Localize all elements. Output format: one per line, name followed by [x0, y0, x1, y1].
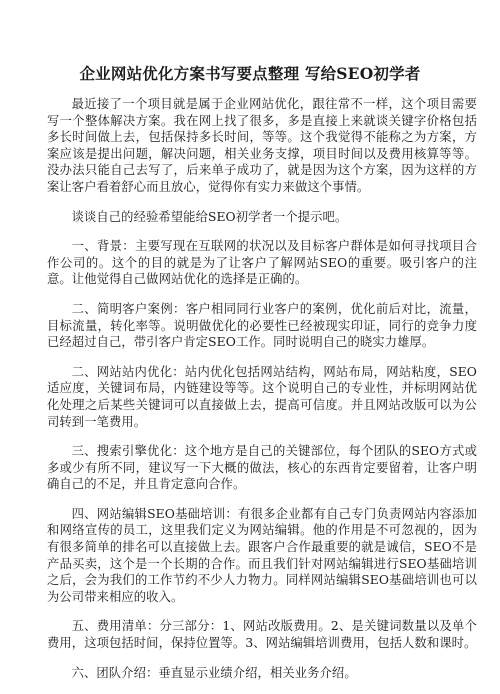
paragraph-search-engine-optimization: 三、搜索引擎优化：这个地方是自己的关键部位，每个团队的SEO方式或多或少有所不同，建议写一下大概的做法，核心的东西肯定要留着，让客户明确自己的不足，并且肯定意向合作。 [47, 444, 477, 492]
paragraph-team-intro: 六、团队介绍：垂直显示业绩介绍，相关业务介绍。 [71, 665, 357, 680]
paragraph-onsite-optimization: 二、网站站内优化：站内优化包括网站结构，网站布局，网站粘度，SEO适应度，关键词布局，内链建设等等。这个说明自己的专业性，并标明网站优化处理之后某些关键词可以直接做上去，提高可信度。并且网站改版可以为公司转到一笔费用。 [47, 364, 477, 429]
paragraph-background: 一、背景：主要写现在互联网的状况以及目标客户群体是如何寻找项目合作公司的。这个的目的就是为了让客户了解网站SEO的重要。吸引客户的注意。让他觉得自己做网站优化的选择是正确的。 [47, 239, 477, 287]
document-body [47, 96, 477, 694]
paragraph-client-cases: 二、简明客户案例：客户相同同行业客户的案例，优化前后对比，流量，目标流量，转化率等。说明做优化的必要性已经被现实印证，同行的竞争力度已经超过自己，带引客户肯定SEO工作。同时说明自己的晓实力雄厚。 [47, 301, 477, 350]
paragraph-cost-list: 五、费用清单：分三部分：1、网站改版费用。2、是关键词数量以及单个费用，这项包括时间，保持位置等。3、网站编辑培训费用，包括人数和课时。 [47, 619, 477, 651]
paragraph-tip: 谈谈自己的经验希望能给SEO初学者一个提示吧。 [71, 209, 348, 224]
paragraph-editor-training: 四、网站编辑SEO基础培训：有很多企业都有自己专门负责网站内容添加和网络宣传的员工，这里我们定义为网站编辑。他的作用是不可忽视的，因为有很多简单的排名可以直接做上去。跟客户合作最重要的就是诚信，SEO不是产品买卖，这个是一个长期的合作。而且我们针对网站编辑进行SEO基础培训之后，会为我们的工作节约不少人力物力。同样网站编辑SEO基础培训也可以为公司带来相应的收入。 [47, 506, 477, 604]
document-title: 企业网站优化方案书写要点整理 写给SEO初学者 [79, 64, 421, 83]
paragraph-intro: 最近接了一个项目就是属于企业网站优化，跟往常不一样，这个项目需要写一个整体解决方案。我在网上找了很多，多是直接上来就谈关键字价格包括多长时间做上去，包括保持多长时间，等等。这个我觉得不能称之为方案，方案应该是提出问题，解决问题，相关业务支撑，项目时间以及费用核算等等。没办法只能自己去写了，后来单子成功了，就是因为这个方案，因为这样的方案让客户看着舒心而且放心，觉得你有实力来做这个事情。 [47, 97, 477, 194]
